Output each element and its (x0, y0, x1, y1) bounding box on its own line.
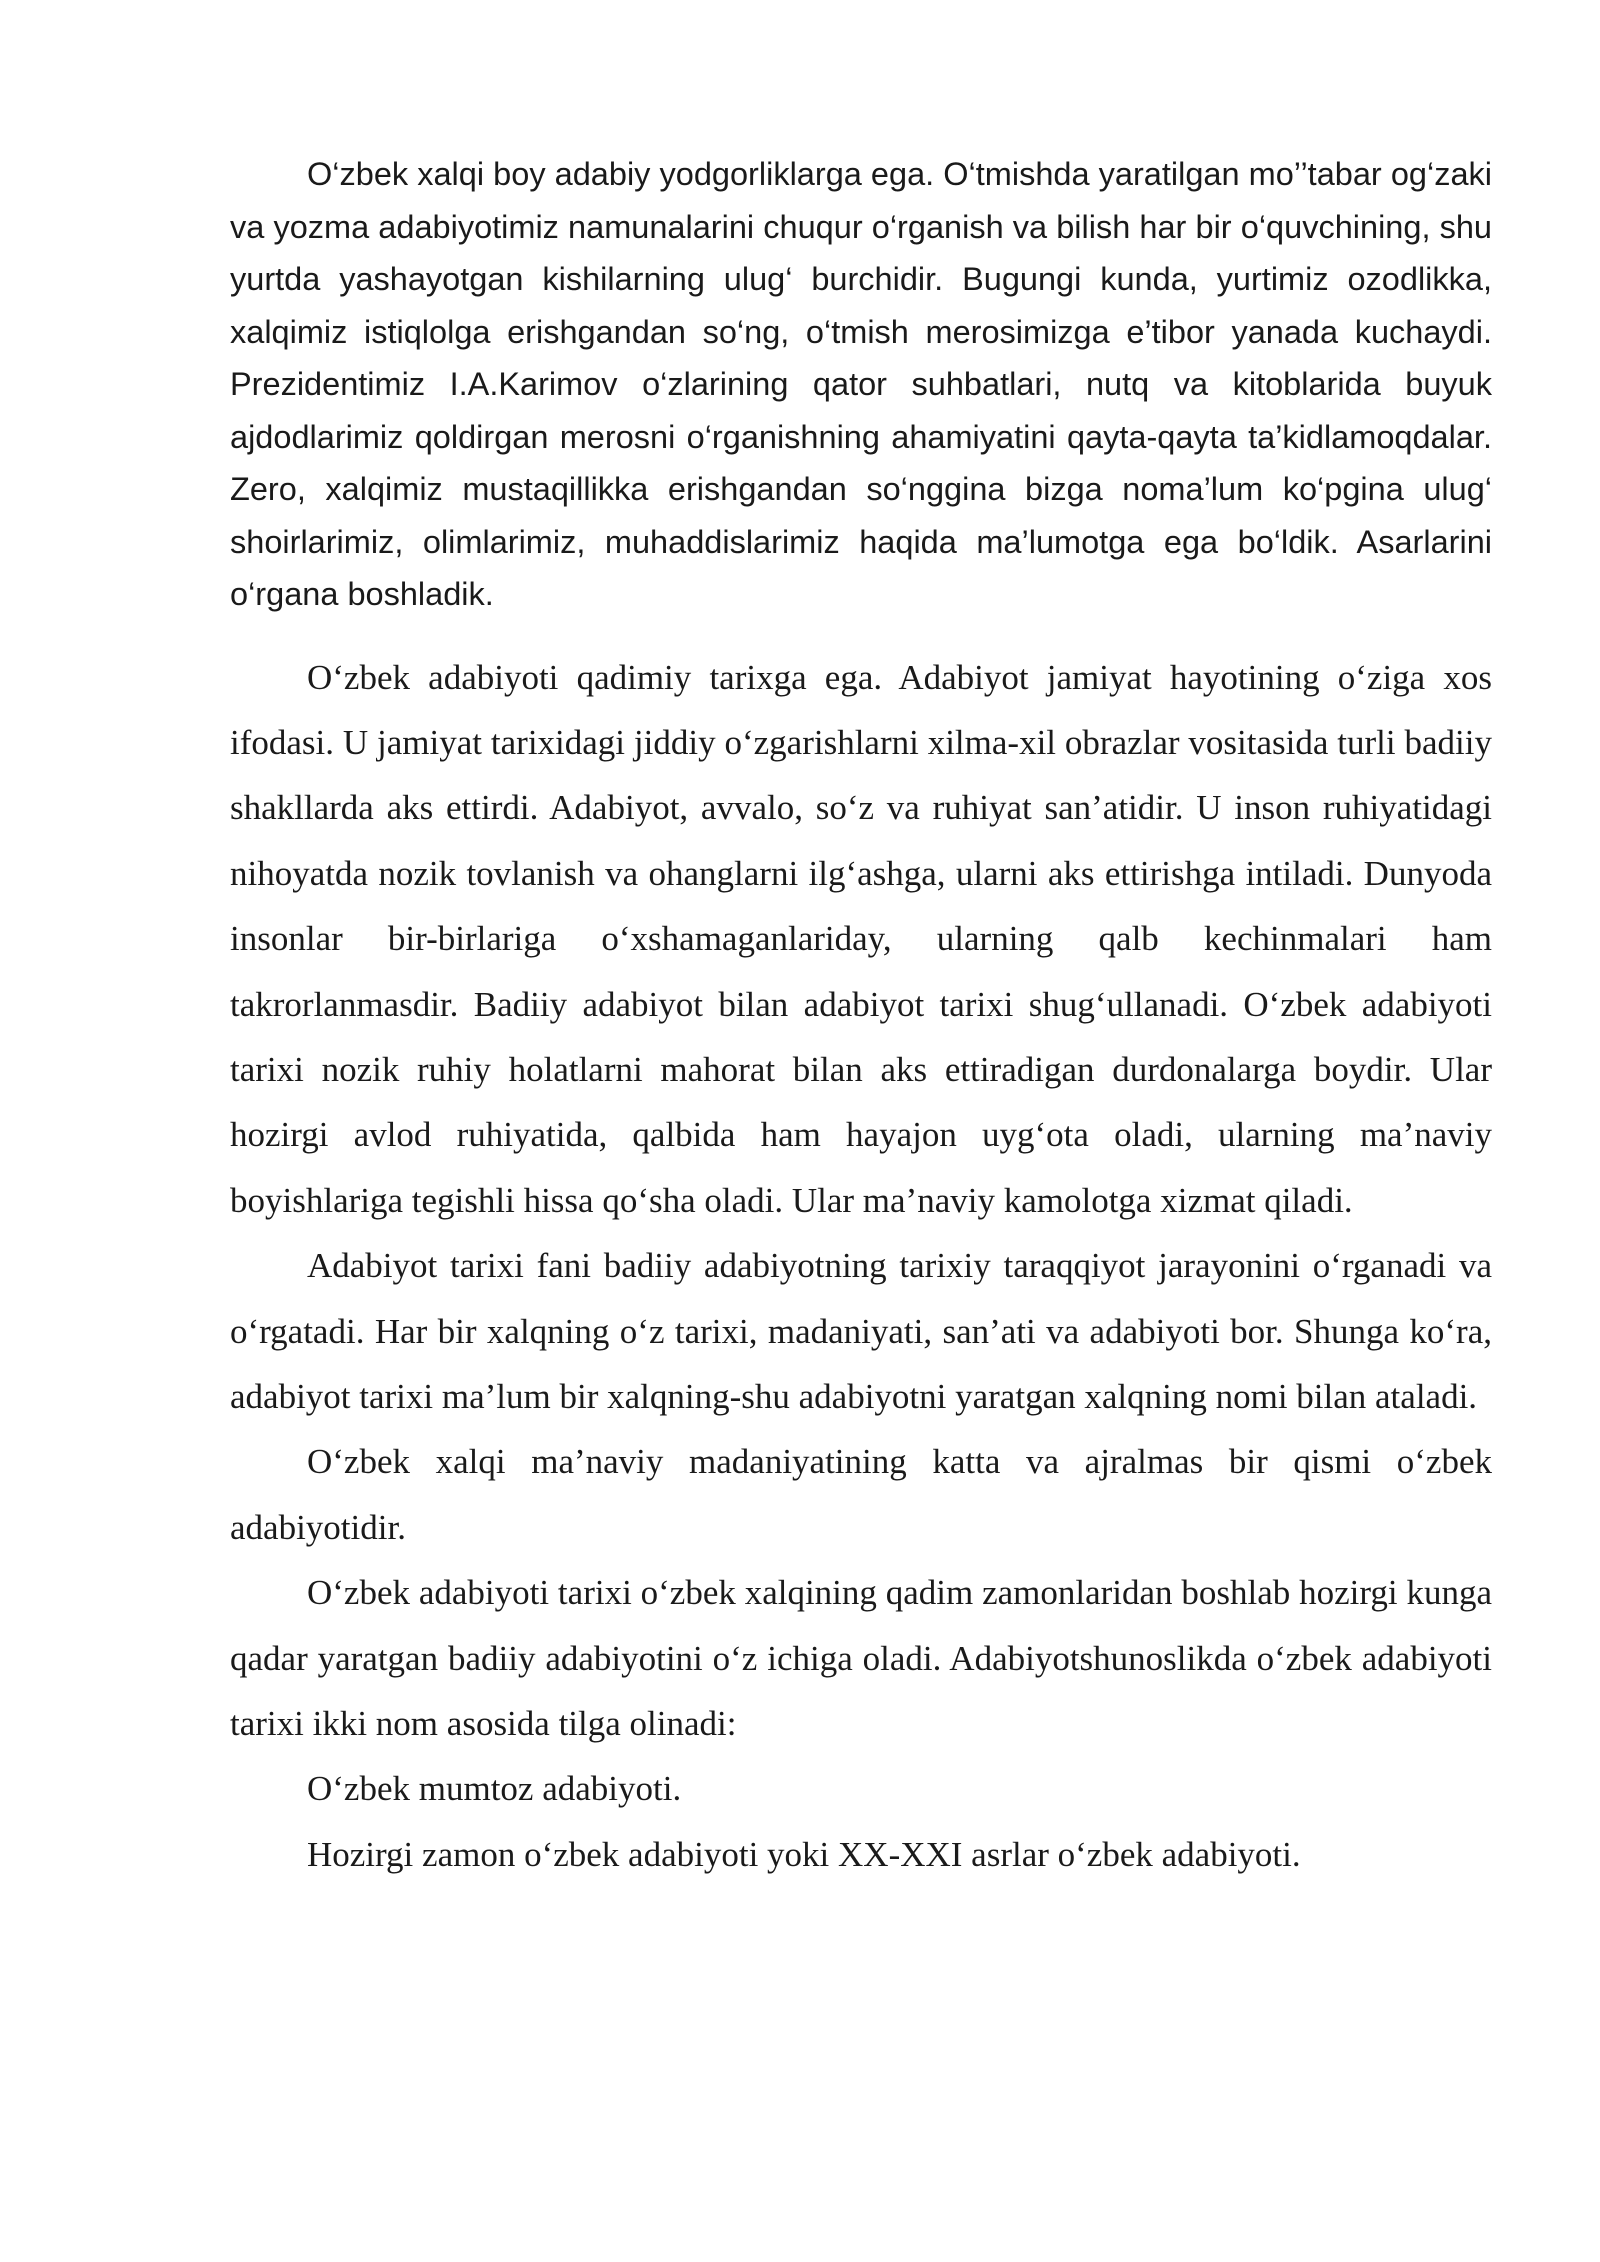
list-item-modern: Hozirgi zamon o‘zbek adabiyoti yoki XX-XXI asrlar o‘zbek adabiyoti. (307, 1834, 1301, 1874)
paragraph-intro: O‘zbek xalqi boy adabiy yodgorliklarga ega. O‘tmishda yaratilgan mo’’tabar og‘zaki va yozma adabiyotimiz namunalarini chuqur o‘rganish va bilish har bir o‘quvchining, shu yurtda yashayotgan kishilarning ulug‘ burchidir. Bugungi kunda, yurtimiz ozodlikka, xalqimiz istiqlolga erishgandan so‘ng, o‘tmish merosimizga e’tibor yanada kuchaydi. Prezidentimiz I.A.Karimov o‘zlarining qator suhbatlari, nutq va kitoblarida buyuk ajdodlarimiz qoldirgan merosni o‘rganishning ahamiyatini qayta-qayta ta’kidlamoqdalar. Zero, xalqimiz mustaqillikka erishgandan so‘nggina bizga noma’lum ko‘pgina ulug‘ shoirlarimiz, olimlarimiz, muhaddislarimiz haqida ma’lumotga ega bo‘ldik. Asarlarini o‘rgana boshladik. (230, 156, 1492, 612)
list-item-classical: O‘zbek mumtoz adabiyoti. (307, 1769, 682, 1809)
paragraph-ancient-history: O‘zbek adabiyoti qadimiy tarixga ega. Adabiyot jamiyat hayotining o‘ziga xos ifodasi. U jamiyat tarixidagi jiddiy o‘zgarishlarni xilma-xil obrazlar vositasida turli badiiy shakllarda aks ettirdi. Adabiyot, avvalo, so‘z va ruhiyat san’atidir. U inson ruhiyatidagi nihoyatda nozik tovlanish va ohanglarni ilg‘ashga, ularni aks ettirishga intiladi. Dunyoda insonlar bir-birlariga o‘xshamaganlariday, ularning qalb kechinmalari ham takrorlanmasdir. Badiiy adabiyot bilan adabiyot tarixi shug‘ullanadi. O‘zbek adabiyoti tarixi nozik ruhiy holatlarni mahorat bilan aks ettiradigan durdonalarga boydir. Ular hozirgi avlod ruhiyatida, qalbida ham hayajon uyg‘ota oladi, ularning ma’naviy boyishlariga tegishli hissa qo‘sha oladi. Ular ma’naviy kamolotga xizmat qiladi. (230, 657, 1492, 1220)
paragraph-two-names: O‘zbek adabiyoti tarixi o‘zbek xalqining qadim zamonlaridan boshlab hozirgi kunga qadar yaratgan badiiy adabiyotini o‘z ichiga oladi. Adabiyotshunoslikda o‘zbek adabiyoti tarixi ikki nom asosida tilga olinadi: (230, 1573, 1492, 1743)
paragraph-spiritual-culture: O‘zbek xalqi ma’naviy madaniyatining katta va ajralmas bir qismi o‘zbek adabiyotidir. (230, 1442, 1492, 1547)
paragraph-literary-history-subject: Adabiyot tarixi fani badiiy adabiyotning tarixiy taraqqiyot jarayonini o‘rganadi va o‘rgatadi. Har bir xalqning o‘z tarixi, madaniyati, san’ati va adabiyoti bor. Shunga ko‘ra, adabiyot tarixi ma’lum bir xalqning-shu adabiyotni yaratgan xalqning nomi bilan ataladi. (230, 1246, 1492, 1416)
document-body (230, 148, 1492, 1887)
